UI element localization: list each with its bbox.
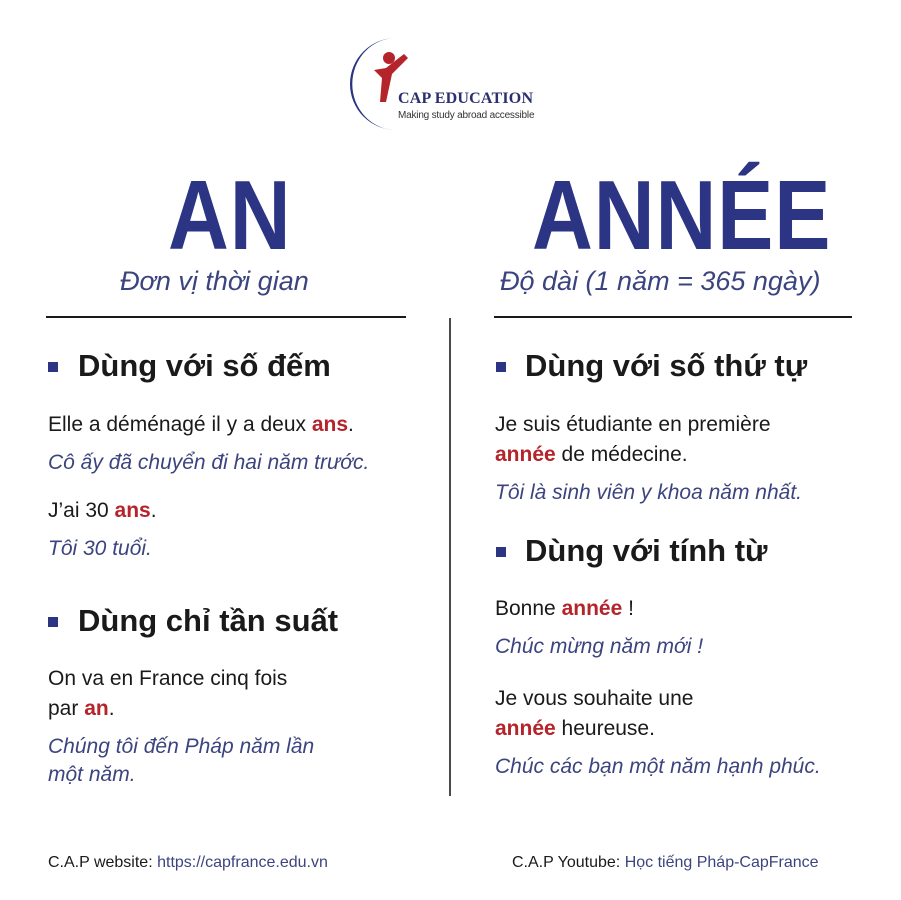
brand-logo [346, 36, 576, 132]
example-vi: Tôi 30 tuổi. [48, 537, 152, 560]
brand-tagline: Making study abroad accessible [398, 110, 535, 121]
example-vi: Tôi là sinh viên y khoa năm nhất. [495, 481, 803, 504]
divider-right [494, 316, 852, 318]
divider-left [46, 316, 406, 318]
example-fr: année heureuse. [495, 717, 655, 740]
example-fr: Je suis étudiante en première [495, 413, 771, 436]
subtitle-annee: Độ dài (1 năm = 365 ngày) [500, 266, 821, 296]
brand-name: CAP EDUCATION [398, 90, 534, 107]
heading-so-thu-tu: Dùng với số thứ tự [525, 348, 808, 383]
example-vi: Chúc các bạn một năm hạnh phúc. [495, 755, 821, 778]
example-fr: Je vous souhaite une [495, 687, 694, 710]
example-vi: Cô ấy đã chuyển đi hai năm trước. [48, 451, 370, 474]
example-fr: Bonne année ! [495, 597, 634, 620]
example-fr: par an. [48, 697, 115, 720]
bullet-icon [496, 547, 506, 557]
title-annee: ANNÉE [532, 160, 832, 270]
bullet-icon [48, 617, 58, 627]
bullet-icon [496, 362, 506, 372]
example-fr: On va en France cinq fois [48, 667, 288, 690]
example-vi: một năm. [48, 763, 136, 786]
title-an: AN [168, 160, 292, 270]
example-vi: Chúc mừng năm mới ! [495, 635, 704, 658]
example-vi: Chúng tôi đến Pháp năm lần [48, 735, 315, 758]
heading-so-dem: Dùng với số đếm [78, 348, 331, 383]
heading-tan-suat: Dùng chỉ tần suất [78, 603, 339, 638]
example-fr: J’ai 30 ans. [48, 499, 157, 522]
example-fr: Elle a déménagé il y a deux ans. [48, 413, 354, 436]
column-divider [449, 318, 451, 796]
website-link[interactable]: https://capfrance.edu.vn [157, 854, 328, 871]
bullet-icon [48, 362, 58, 372]
youtube-link[interactable]: Học tiếng Pháp-CapFrance [624, 854, 819, 871]
example-fr: année de médecine. [495, 443, 688, 466]
footer-youtube: C.A.P Youtube: Học tiếng Pháp-CapFrance [512, 854, 819, 871]
subtitle-an: Đơn vị thời gian [120, 266, 309, 296]
heading-tinh-tu: Dùng với tính từ [525, 533, 768, 568]
footer-website: C.A.P website: https://capfrance.edu.vn [48, 854, 328, 871]
